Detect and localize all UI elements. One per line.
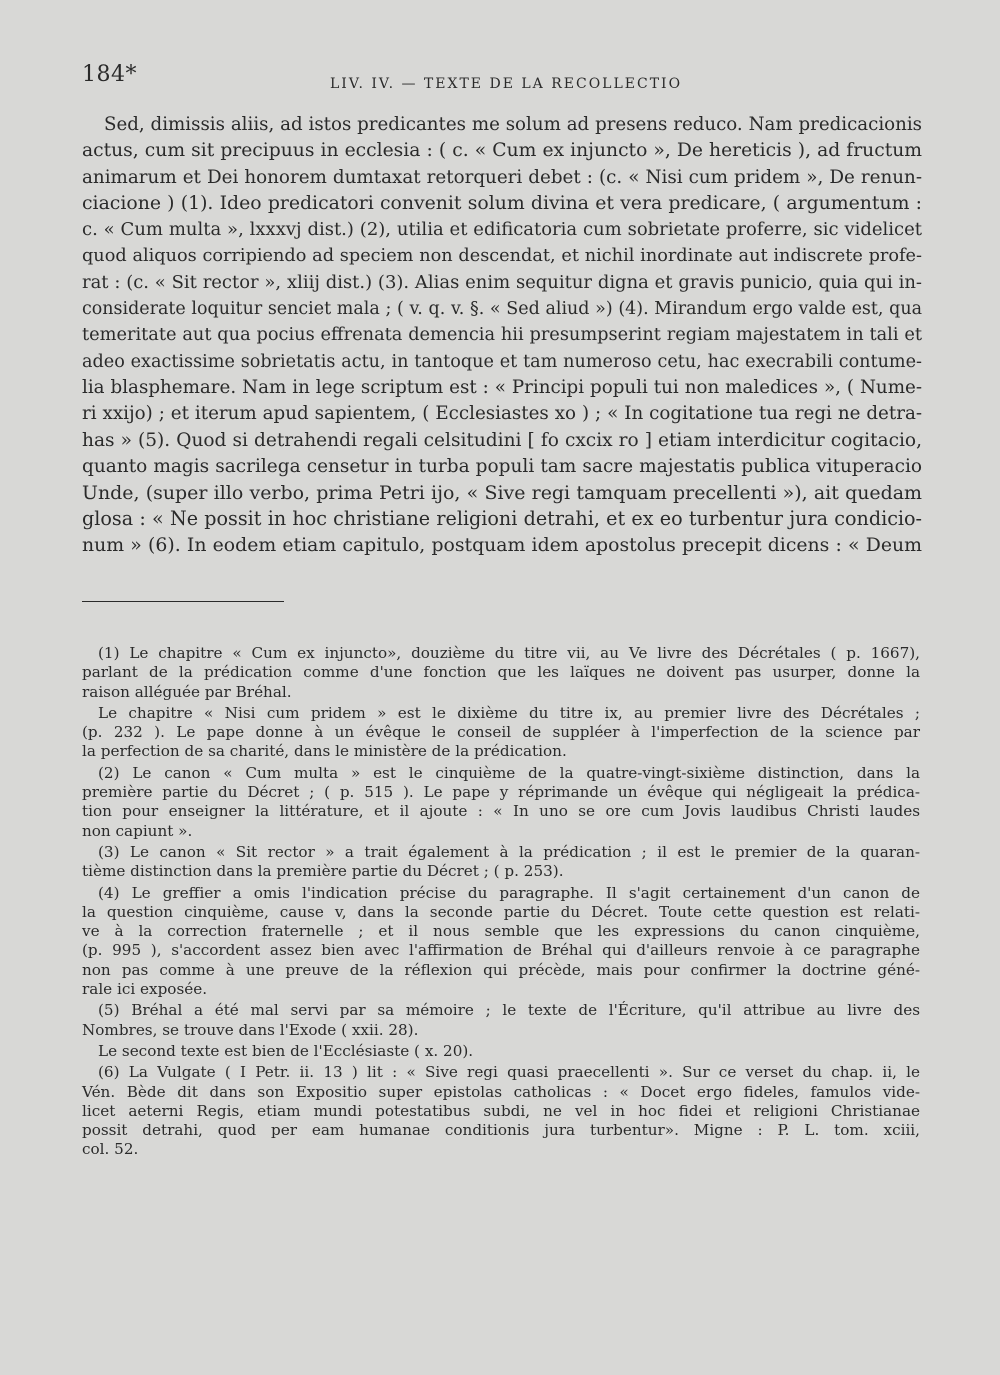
page-header [82, 62, 922, 92]
footnote-1 [82, 644, 920, 702]
body-line: ri xxijo) ; et iterum apud sapientem, ( Ecclesiastes xo ) ; « In cogitatione tua regi ne detra- [82, 403, 922, 425]
footnote-line: (2) Le canon « Cum multa » est le cinquième de la quatre-vingt-sixième distinction, dans la [98, 763, 920, 782]
footnote-line: licet aeterni Regis, etiam mundi potestatibus subdi, ne vel in hoc fidei et religioni Christianae [82, 1101, 920, 1120]
footnote-line: (3) Le canon « Sit rector » a trait également à la prédication ; il est le premier de la quaran- [98, 842, 920, 861]
footnote-5b [82, 1042, 920, 1061]
body-line: temeritate aut qua pocius effrenata demencia hii presumpserint regiam majestatem in tali et [82, 325, 922, 346]
body-line: lia blasphemare. Nam in lege scriptum est : « Principi populi tui non maledices », ( Nume- [82, 376, 922, 398]
body-line: Unde, (super illo verbo, prima Petri ijo, « Sive regi tamquam precellenti »), ait quedam [82, 482, 922, 505]
body-line: has » (5). Quod si detrahendi regali celsitudini [ fo cxcix ro ] etiam interdicitur cogitacio, [82, 429, 922, 451]
footnote-line: première partie du Décret ; ( p. 515 ). Le pape y réprimande un évêque qui négligeait la prédica- [82, 783, 920, 802]
footnote-line: raison alléguée par Bréhal. [82, 682, 292, 701]
body-line: adeo exactissime sobrietatis actu, in tantoque et tam numeroso cetu, hac execrabili contume- [82, 351, 922, 372]
body-line: ciacione ) (1). Ideo predicatori convenit solum divina et vera predicare, ( argumentum : [82, 192, 922, 214]
body-line: quanto magis sacrilega censetur in turba populi tam sacre majestatis publica vituperacio [82, 455, 922, 477]
footnote-line: parlant de la prédication comme d'une fonction que les laïques ne doivent pas usurper, donne la [82, 663, 920, 682]
footnote-line: (5) Bréhal a été mal servi par sa mémoire ; le texte de l'Écriture, qu'il attribue au livre des [98, 1001, 920, 1020]
body-line: num » (6). In eodem etiam capitulo, postquam idem apostolus precepit dicens : « Deum [82, 534, 922, 556]
running-head: LIV. IV. — TEXTE DE LA RECOLLECTIO [330, 76, 683, 92]
body-line: animarum et Dei honorem dumtaxat retorqueri debet : (c. « Nisi cum pridem », De renun- [82, 166, 922, 188]
footnote-line: (p. 995 ), s'accordent assez bien avec l'affirmation de Bréhal qui d'ailleurs renvoie à ce paragraphe [82, 941, 920, 960]
footnote-line: (1) Le chapitre « Cum ex injuncto», douzième du titre vii, au Ve livre des Décrétales ( p. 1667), [98, 644, 920, 662]
footnote-5 [82, 1001, 920, 1040]
footnote-line: (6) La Vulgate ( I Petr. ii. 13 ) lit : « Sive regi quasi praecellenti ». Sur ce verset du chap. ii, le [98, 1063, 920, 1082]
main-latin-text [82, 112, 922, 559]
footnote-line: Le chapitre « Nisi cum pridem » est le dixième du titre ix, au premier livre des Décrétales ; [98, 703, 920, 722]
footnote-line: Le second texte est bien de l'Ecclésiaste ( x. 20). [98, 1041, 474, 1060]
page-number: 184* [82, 62, 137, 87]
footnote-separator [82, 601, 284, 602]
footnote-2 [82, 764, 920, 841]
body-line: glosa : « Ne possit in hoc christiane religioni detrahi, et ex eo turbentur jura condicio- [82, 507, 922, 531]
footnote-line: Nombres, se trouve dans l'Exode ( xxii. 28). [82, 1020, 419, 1039]
body-line: rat : (c. « Sit rector », xliij dist.) (3). Alias enim sequitur digna et gravis punicio, quia qui in- [82, 271, 922, 293]
footnote-line: (p. 232 ). Le pape donne à un évêque le conseil de suppléer à l'imperfection de la science par [82, 723, 920, 742]
footnote-line: possit detrahi, quod per eam humanae conditionis jura turbentur». Migne : P. L. tom. xciii, [82, 1121, 920, 1140]
footnote-4 [82, 884, 920, 1000]
footnote-line: la perfection de sa charité, dans le ministère de la prédication. [82, 742, 567, 761]
footnote-line: tion pour enseigner la littérature, et il ajoute : « In uno se ore cum Jovis laudibus Christi laudes [82, 802, 920, 821]
footnote-line: Vén. Bède dit dans son Expositio super epistolas catholicas : « Docet ergo fideles, famulos vide- [82, 1082, 920, 1101]
footnote-3 [82, 843, 920, 882]
footnotes [82, 644, 920, 1162]
body-line: considerate loquitur senciet mala ; ( v. q. v. §. « Sed aliud ») (4). Mirandum ergo valde est, qua [82, 299, 922, 320]
footnote-line: col. 52. [82, 1140, 139, 1159]
body-line: quod aliquos corripiendo ad speciem non descendat, et nichil inordinate aut indiscrete profe- [82, 246, 922, 267]
footnote-line: (4) Le greffier a omis l'indication précise du paragraphe. Il s'agit certainement d'un canon de [98, 883, 920, 902]
footnote-line: ve à la correction fraternelle ; et il nous semble que les expressions du canon cinquième, [82, 922, 920, 941]
footnote-line: rale ici exposée. [82, 980, 208, 999]
footnote-1b [82, 704, 920, 762]
footnote-line: tième distinction dans la première partie du Décret ; ( p. 253). [82, 862, 564, 881]
footnote-line: non capiunt ». [82, 821, 193, 840]
body-line: c. « Cum multa », lxxxvj dist.) (2), utilia et edificatoria cum sobrietate proferre, sic videlicet [82, 219, 922, 241]
body-line: Sed, dimissis aliis, ad istos predicantes me solum ad presens reduco. Nam predicacionis [104, 114, 922, 135]
body-line: actus, cum sit precipuus in ecclesia : ( c. « Cum ex injuncto », De hereticis ), ad fructum [82, 140, 922, 162]
footnote-line: la question cinquième, cause v, dans la seconde partie du Décret. Toute cette question est relati- [82, 902, 920, 921]
footnote-line: non pas comme à une preuve de la réflexion qui précède, mais pour confirmer la doctrine géné- [82, 960, 920, 979]
footnote-6 [82, 1063, 920, 1159]
